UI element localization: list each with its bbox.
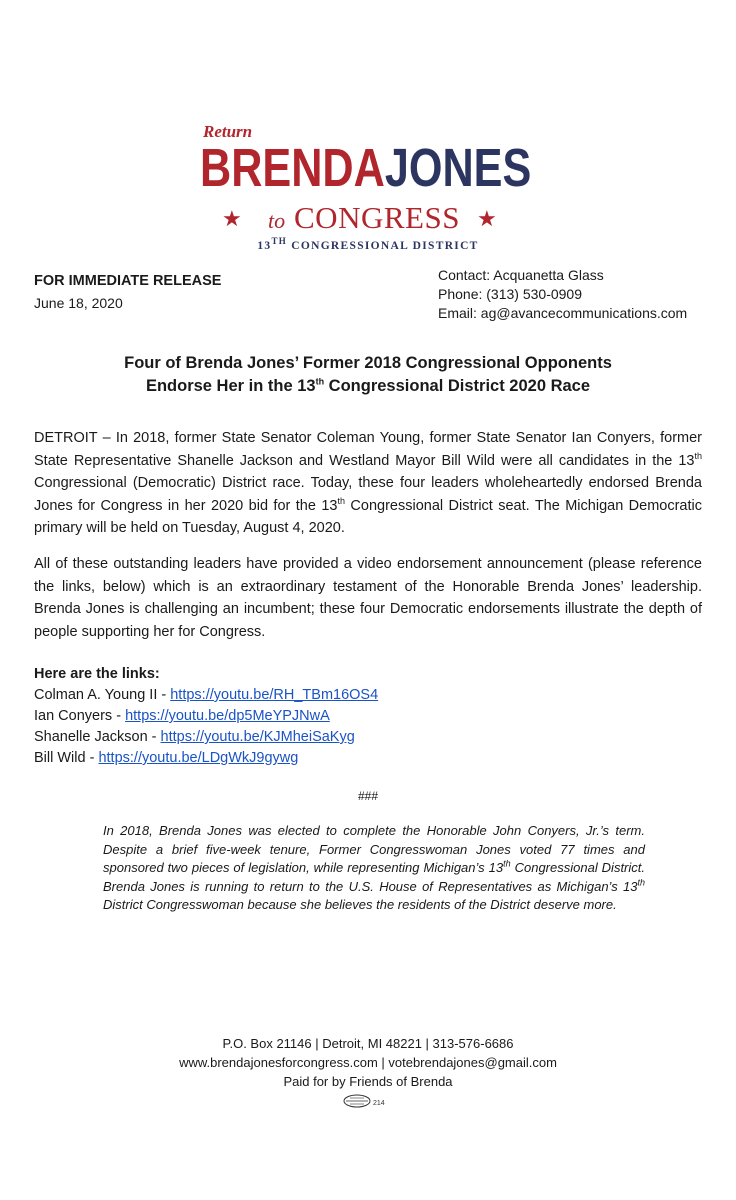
logo-first-name: BRENDA — [200, 138, 385, 198]
logo-district-line — [0, 236, 736, 252]
contact-email: Email: ag@avancecommunications.com — [438, 305, 688, 321]
video-link[interactable]: https://youtu.be/dp5MeYPJNwA — [125, 708, 330, 724]
logo-return-text: Return — [203, 122, 253, 141]
logo-district-suffix: TH — [271, 236, 288, 247]
end-separator: ### — [357, 789, 379, 803]
bio-part-b: Congressional District. Brenda Jones is running to return to the U.S. House of Representatives as Michigan’s 13 — [103, 860, 646, 894]
links-section — [34, 664, 378, 769]
bio-sup-1: th — [503, 858, 511, 869]
link-person-name: Colman A. Young II - — [34, 687, 171, 703]
video-link[interactable]: https://youtu.be/KJMheiSaKyg — [160, 729, 355, 745]
headline-line-2-post: Congressional District 2020 Race — [324, 377, 591, 395]
video-link[interactable]: https://youtu.be/RH_TBm16OS4 — [170, 687, 379, 703]
video-link[interactable]: https://youtu.be/LDgWkJ9gywg — [98, 750, 299, 766]
logo-last-name: JONES — [384, 138, 532, 198]
paragraph-2: All of these outstanding leaders have provided a video endorsement announcement (please reference the links, below) which is an extraordinary testament of the Honorable Brenda Jones’ leadership. Brenda Jones is challenging an incumbent; these four Democratic endorsements illustrate the depth of people supporting her for Congress. — [34, 556, 702, 640]
bio-part-c: District Congresswoman because she believes the residents of the District deserve more. — [103, 897, 617, 912]
links-heading: Here are the links: — [34, 666, 160, 682]
star-icon: ★ — [477, 206, 497, 231]
contact-phone: Phone: (313) 530-0909 — [438, 286, 582, 302]
paragraph-1 — [34, 427, 702, 540]
p1-part-b: Congressional (Democratic) District race. Today, these four leaders wholeheartedly endorsed Brenda Jones for Congress in her 2020 bid for the 13 — [34, 475, 702, 514]
link-person-name: Shanelle Jackson - — [34, 729, 161, 745]
union-bug-icon — [342, 1093, 392, 1109]
footer-address: P.O. Box 21146 | Detroit, MI 48221 | 313-576-6686 — [222, 1036, 514, 1051]
logo-congress-text: CONGRESS — [294, 200, 460, 235]
bio-paragraph — [103, 822, 645, 915]
headline-line-2 — [0, 375, 736, 398]
link-row — [34, 685, 378, 706]
contact-name: Contact: Acquanetta Glass — [438, 267, 604, 283]
p1-sup-2: th — [337, 495, 345, 506]
p1-part-a: DETROIT – In 2018, former State Senator Coleman Young, former State Senator Ian Conyers, former State Representative Shanelle Jackson and Westland Mayor Bill Wild were all candidates in the 13 — [34, 430, 702, 469]
union-number: 214 — [373, 1100, 385, 1107]
headline — [0, 352, 736, 398]
link-row — [34, 706, 378, 727]
logo-candidate-name — [200, 138, 531, 198]
release-date: June 18, 2020 — [34, 295, 123, 311]
release-label: FOR IMMEDIATE RELEASE — [34, 273, 222, 289]
footer-web-email: www.brendajonesforcongress.com | votebrendajones@gmail.com — [179, 1055, 557, 1070]
star-icon: ★ — [222, 206, 242, 231]
p1-part-c: Congressional District seat. The Michigan Democratic primary will be held on Tuesday, August 4, 2020. — [34, 497, 702, 536]
bio-part-a: In 2018, Brenda Jones was elected to complete the Honorable John Conyers, Jr.’s term. Despite a brief five-week tenure, Former Congresswoman Jones voted 77 times and sponsored two pieces of legislation, while representing Michigan’s 13 — [103, 823, 645, 875]
logo-to-text: to — [268, 208, 286, 233]
link-row — [34, 748, 378, 769]
logo-district-text: CONGRESSIONAL DISTRICT — [291, 240, 479, 252]
link-person-name: Ian Conyers - — [34, 708, 126, 724]
footer — [0, 1034, 736, 1091]
bio-sup-2: th — [637, 877, 645, 888]
headline-sup: th — [315, 376, 325, 387]
p1-sup-1: th — [694, 450, 702, 461]
headline-line-1: Four of Brenda Jones’ Former 2018 Congressional Opponents — [124, 354, 612, 372]
link-row — [34, 727, 378, 748]
headline-line-2-pre: Endorse Her in the 13 — [145, 377, 316, 395]
link-person-name: Bill Wild - — [34, 750, 99, 766]
logo-district-number: 13 — [257, 240, 272, 252]
contact-block — [438, 266, 687, 323]
footer-paid-for: Paid for by Friends of Brenda — [283, 1074, 453, 1089]
